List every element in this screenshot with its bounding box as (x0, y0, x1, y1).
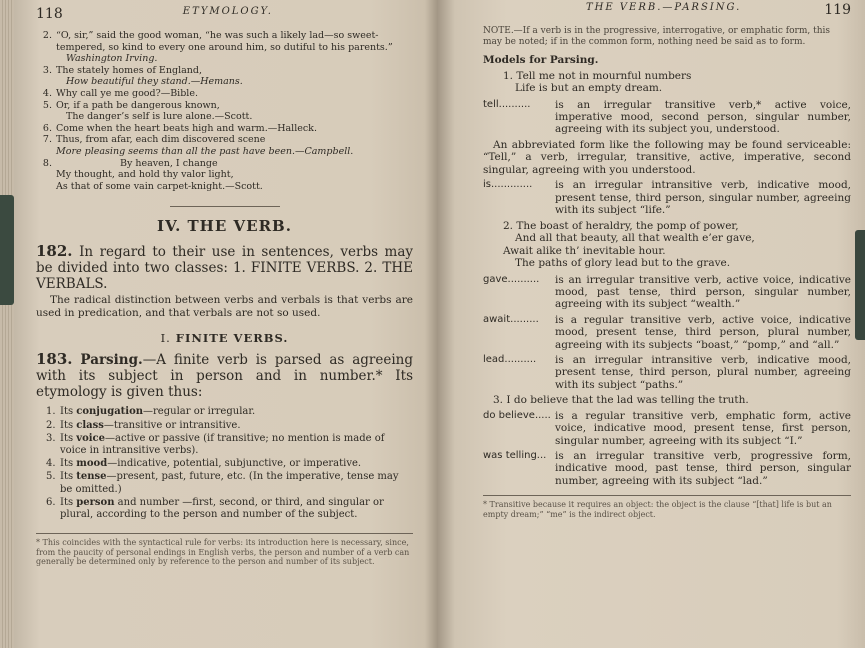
example-list (36, 30, 413, 192)
footnote-divider (36, 533, 413, 534)
example-item: 5. Or, if a path be dangerous known, The danger’s self is lure alone.—Scott. (42, 99, 253, 123)
right-running-title: THE VERB.—PARSING. (585, 2, 742, 13)
index-tab-right (855, 230, 865, 340)
section-divider (170, 206, 280, 207)
footnote-divider (483, 495, 851, 496)
rule-item: 2. Its class—transitive or intransitive. (46, 419, 241, 431)
example-item: 7. Thus, from afar, each dim discovered scene More pleasing seems than all the past have been.—Campbell. (42, 134, 354, 157)
section-title: IV. THE VERB. (157, 217, 292, 236)
paragraph-183: 183. Parsing.—A finite verb is parsed as agreeing with its subject in person and in number.* Its etymology is given thus: (36, 350, 413, 401)
right-page-number: 119 (824, 2, 851, 18)
left-page-number: 118 (36, 6, 63, 22)
rule-item: 3. Its voice—active or passive (if transitive; no mention is made of voice in intransitive verbs). (46, 432, 385, 456)
paragraph-182: 182. In regard to their use in sentences, verbs may be divided into two classes: 1. FINITE VERBS. 2. THE VERBALS. (36, 242, 414, 293)
rule-item: 1. Its conjugation—regular or irregular. (46, 406, 256, 418)
left-footnote: * This coincides with the syntactical rule for verbs: its introduction here is necessary, since, from the paucity of personal endings in English verbs, the person and number of a verb can generally be determined only by reference to the person and number of its subject. (36, 538, 410, 567)
left-running-title: ETYMOLOGY. (182, 6, 273, 17)
left-running-head (36, 6, 413, 22)
abbreviated-form: An abbreviated form like the following may be found serviceable: “Tell,” a verb, irregular, transitive, active, imperative, second singular, agreeing with you understood. (483, 138, 851, 176)
parse-entry-gave: gave.......... is an irregular transitive verb, active voice, indicative mood, past tense, third person, singular number, agreeing with its subject “wealth.” (483, 273, 851, 311)
models-heading: Models for Parsing. (483, 53, 599, 66)
example-item: 8. By heaven, I change My thought, and hold thy valor light, As that of some vain carpet-knight.—Scott. (42, 157, 263, 192)
paragraph-182-note: The radical distinction between verbs and verbals is that verbs are used in predication, and that verbals are not so used. (36, 294, 413, 319)
index-tab-left (0, 195, 14, 305)
rule-item: 4. Its mood—indicative, potential, subjunctive, or imperative. (46, 458, 362, 470)
parse-entry-was-telling: was telling... is an irregular transitive verb, progressive form, indicative mood, past tense, third person, singular number, agreeing with its subject “lad.” (483, 449, 851, 487)
rule-item: 5. Its tense—present, past, future, etc. (In the imperative, tense may be omitted.) (46, 471, 399, 495)
right-running-head (483, 2, 851, 18)
example-item: 4. Why call ye me good?—Bible. (42, 87, 198, 99)
parse-entry-is: is............. is an irregular intransitive verb, indicative mood, present tense, third person, singular number, agreeing with its subject “life.” (483, 179, 851, 217)
right-footnote: * Transitive because it requires an object: the object is the clause “[that] life is but an empty dream;” “me” is the indirect object. (483, 500, 832, 519)
model-1-quote: 1. Tell me not in mournful numbers Life is but an empty dream. (503, 69, 692, 95)
rule-item: 6. Its person and number —first, second, or third, and singular or plural, according to the person and number of the subject. (46, 496, 384, 520)
parse-entry-do-believe: do believe..... is a regular transitive verb, emphatic form, active voice, indicative mood, present tense, first person, singular number, agreeing with its subject “I.” (483, 409, 851, 447)
parse-entry-await: await......... is a regular transitive verb, active voice, indicative mood, present tense, third person, plural number, agreeing with its subjects “boast,” “pomp,” and “all.” (483, 313, 851, 351)
parse-entry-lead: lead.......... is an irregular intransitive verb, indicative mood, present tense, third person, plural number, agreeing with its subject “paths.” (483, 353, 851, 391)
page-edges (0, 0, 14, 648)
subsection-title: I. FINITE VERBS. (160, 331, 289, 346)
right-page (437, 0, 865, 648)
example-item: 3. The stately homes of England, How beautiful they stand.—Hemans. (42, 64, 243, 88)
example-item: 2. “O, sir,” said the good woman, “he was such a likely lad—so sweet-tempered, so kind to every one around him, so dutiful to his parents.” Washington Irving. (42, 30, 393, 65)
parse-entry-tell: tell.......... is an irregular transitive verb,* active voice, imperative mood, second person, singular number, agreeing with its subject you, understood. (483, 98, 851, 136)
example-item: 6. Come when the heart beats high and warm.—Halleck. (42, 122, 317, 134)
etymology-rules (36, 406, 413, 521)
parsing-note: NOTE.—If a verb is in the progressive, interrogative, or emphatic form, this may be noted; if in the common form, nothing need be said as to form. (483, 26, 830, 47)
model-2-quote: 2. The boast of heraldry, the pomp of power, And all that beauty, all that wealth e’er gave, Await alike th’ inevitable hour. The paths of glory lead but to the grave. (503, 219, 755, 270)
model-3-sentence: 3. I do believe that the lad was telling the truth. (493, 394, 749, 407)
